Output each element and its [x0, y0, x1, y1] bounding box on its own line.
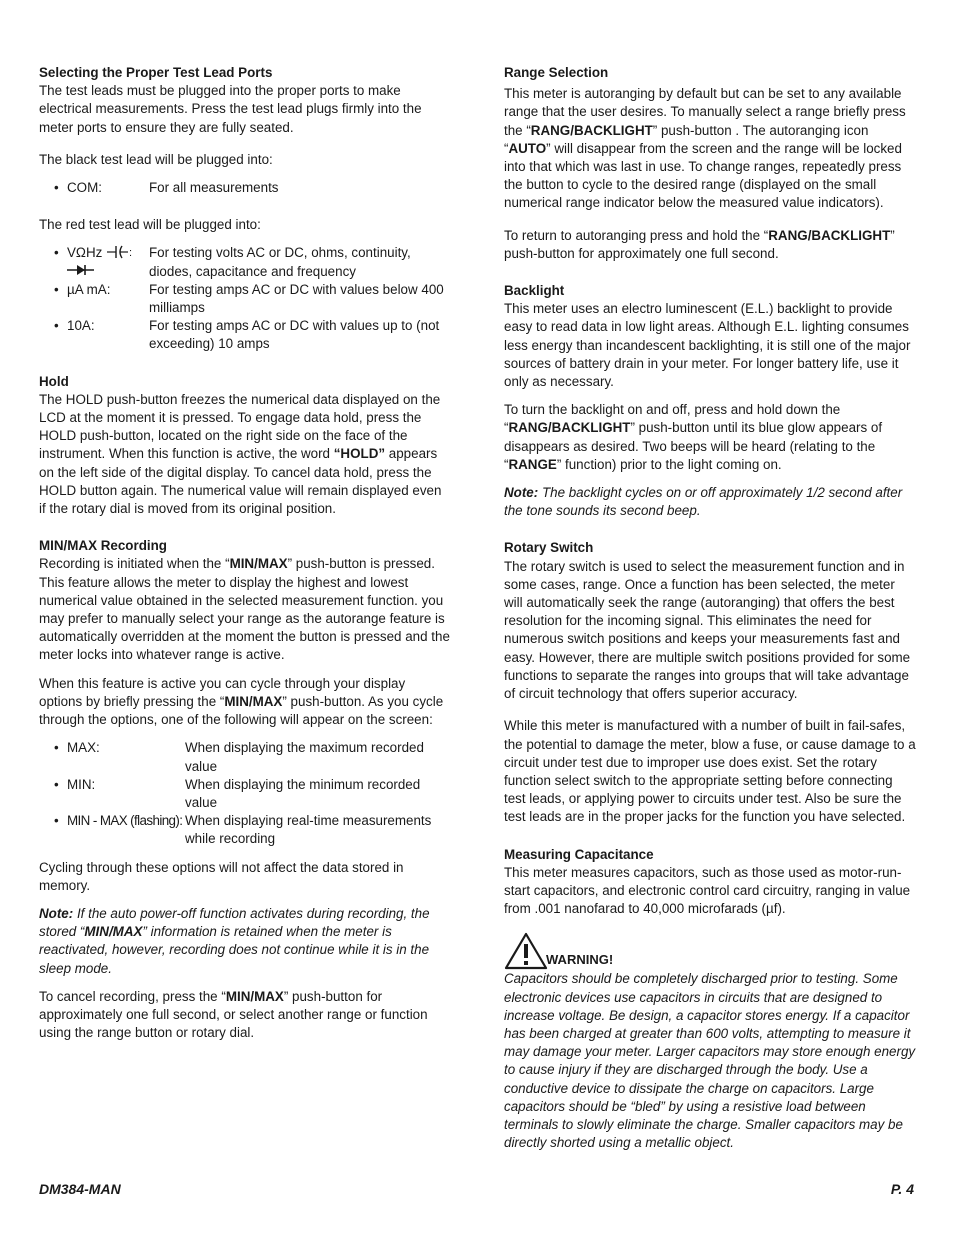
paragraph: The rotary switch is used to select the measurement function and in some cases, range. Once a function has been selected, the meter will automatically seek the range (autoranging) that offers the best resolution for the incoming signal. This eliminates the need for numerous switch positions and keeps your measurements fast and easy. However, there are multiple switch positions provided for some functions to separate the ranges into groups that will take advantage of circuit technology that offers superior accuracy. [504, 558, 911, 702]
note-paragraph: Note: If the auto power-off function activates during recording, the stored “MIN/MAX” information is retained when the meter is reactivated, however, recording does not continue while it is in the sleep mode. [39, 905, 430, 976]
paragraph: This meter is autoranging by default but can be set to any available range that the user desires. To manually select a range briefly press the “RANG/BACKLIGHT” push-button . The autoranging icon “AUTO” will disappear from the screen and the range will be locked into that which was last in use. To change ranges, repeatedly press the button to cycle to the desired range (displayed on the small numerical range indicator below the measured value indicators). [504, 86, 906, 211]
list-item: • MIN - MAX (flashing): When displaying real-time measurements while recording [39, 812, 451, 848]
list-item-desc: For testing amps AC or DC with values below 400 milliamps [149, 281, 444, 316]
list-item-label: VΩHz [67, 245, 103, 261]
list-item: • 10A: For testing amps AC or DC with values up to (not exceeding) 10 amps [39, 317, 451, 353]
paragraph: The black test lead will be plugged into: [39, 151, 273, 167]
paragraph: To cancel recording, press the “MIN/MAX” push-button for approximately one full second, or select another range or function using the range button or rotary dial. [39, 988, 428, 1041]
paragraph: The HOLD push-button freezes the numerical data displayed on the LCD at the moment it is pressed. To engage data hold, press the HOLD push-button, located on the right side on the face of the instrument. When this function is active, the word “HOLD” appears on the left side of the digital display. To cancel data hold, press the HOLD button again. The numerical value will remain displayed even if the rotary dial is moved from its original position. [39, 391, 442, 517]
list-item-label: 10A: [67, 318, 95, 334]
section-heading-range-selection: Range Selection [504, 65, 609, 80]
paragraph: While this meter is manufactured with a number of built in fail-safes, the potential to damage the meter, blow a fuse, or cause damage to a circuit under test due to improper use does exist. Set the rotary function select switch to the appropriate setting before connecting test leads, or applying power to circuits under test. Also be sure the test leads are in the proper jacks for the function you have selected. [504, 718, 916, 825]
diode-icon [67, 263, 95, 277]
right-column [504, 64, 916, 1152]
warning-label: WARNING! [546, 952, 614, 968]
capacitor-icon [106, 244, 134, 260]
paragraph: When this feature is active you can cycle through your display options by briefly pressing the “MIN/MAX” push-button. As you cycle through the options, one of the following will appear on the screen: [39, 675, 444, 728]
paragraph: This meter measures capacitors, such as those used as motor-run-start capacitors, and electronic control card circuitry, ranging in value from .001 nanofarad to 40,000 microfarads (µf). [504, 864, 911, 917]
note-paragraph: Note: The backlight cycles on or off approximately 1/2 second after the tone sounds its second beep. [504, 485, 903, 519]
section-heading-min-max: MIN/MAX Recording [39, 538, 167, 554]
list-item-label: COM: [67, 180, 102, 196]
paragraph: This meter uses an electro luminescent (E.L.) backlight to provide easy to read data in low light areas. Although E.L. lighting consumes less energy than incandescent backlighting, it is still one of the major sources of battery drain in your meter. For longer battery life, use it only as necessary. [504, 301, 911, 390]
paragraph: Cycling through these options will not affect the data stored in memory. [39, 859, 404, 893]
list-item-desc: For testing volts AC or DC, ohms, continuity, diodes, capacitance and frequency [149, 245, 411, 279]
section-heading-rotary-switch: Rotary Switch [504, 540, 594, 556]
paragraph: To return to autoranging press and hold the “RANG/BACKLIGHT” push-button for approximately one full second. [504, 227, 895, 261]
list-item: • VΩHz : For testing volts AC or DC, ohms, continuity, diodes, capacitance and frequency [39, 244, 451, 280]
left-column [39, 64, 451, 1042]
list-item: • MIN: When displaying the minimum recorded value [39, 776, 451, 812]
page-number: P. 4 [890, 1181, 914, 1197]
list-item: • COM: For all measurements [39, 179, 451, 197]
list-item-desc: When displaying the maximum recorded value [185, 740, 424, 774]
list-item-desc: When displaying real-time measurements while recording [185, 813, 432, 847]
section-heading-measuring-capacitance: Measuring Capacitance [504, 846, 654, 862]
list-item: • µA mA: For testing amps AC or DC with values below 400 milliamps [39, 281, 451, 317]
list-item: • MAX: When displaying the maximum recorded value [39, 739, 451, 775]
list-item-desc: When displaying the minimum recorded value [185, 776, 421, 810]
document-id: DM384-MAN [39, 1181, 121, 1197]
svg-text::: : [129, 247, 133, 260]
paragraph: To turn the backlight on and off, press and hold down the “RANG/BACKLIGHT” push-button until its blue glow appears of disappears as desired. Two beeps will be heard (relating to the “RANGE” function) prior to the light coming on. [504, 402, 883, 472]
section-heading-backlight: Backlight [504, 283, 565, 299]
paragraph: Recording is initiated when the “MIN/MAX” push-button is pressed. This feature allows the meter to display the highest and lowest numerical value obtained in the selected measurement function. you may prefer to manually select your range as the autorange feature is automatically overridden at the moment the button is pressed and the meter locks into whatever range is active. [39, 556, 450, 663]
warning-icon [504, 932, 548, 970]
warning-header [504, 932, 916, 970]
paragraph: The test leads must be plugged into the proper ports to make electrical measurements. Press the test lead plugs firmly into the meter ports to ensure they are fully seated. [39, 83, 422, 135]
list-item-desc: For testing amps AC or DC with values up to (not exceeding) 10 amps [149, 318, 440, 352]
list-item-label: MIN: [67, 776, 96, 792]
list-item-label: MIN - MAX (flashing): [67, 813, 183, 829]
section-heading-hold: Hold [39, 373, 69, 389]
warning-text: Capacitors should be completely discharged prior to testing. Some electronic devices use capacitors in circuits that are designed to increase voltage. Be design, a capacitor stores energy. If a capacitor has been charged at greater than 600 volts, attempting to measure it may damage your meter. Larger capacitors may store enough energy to cause injury if they are discharged through the body. Use a conductive device to dissipate the charge on capacitors. Large capacitors should be “bled” by using a resistive load between terminals to slowly eliminate the charge. Smaller capacitors may be directly shorted using a metallic object. [504, 971, 916, 1151]
list-item-label: µA mA: [67, 281, 111, 297]
section-heading-test-lead-ports: Selecting the Proper Test Lead Ports [39, 65, 273, 80]
paragraph: The red test lead will be plugged into: [39, 217, 261, 233]
list-item-label: MAX: [67, 740, 100, 756]
list-item-desc: For all measurements [149, 180, 279, 196]
